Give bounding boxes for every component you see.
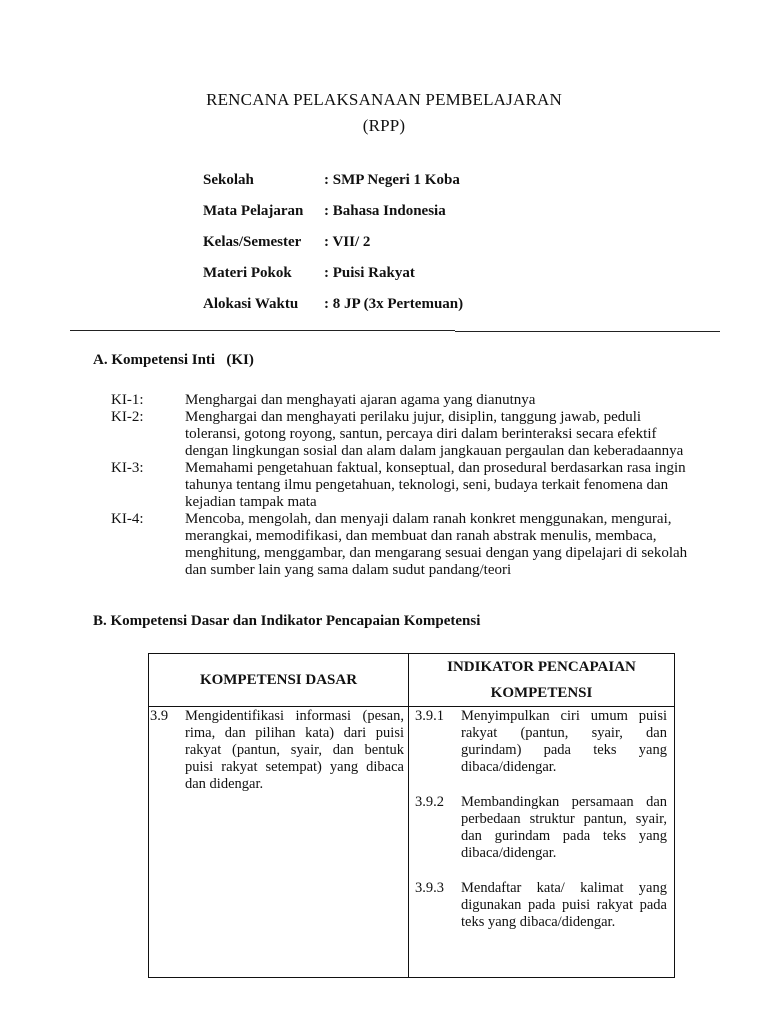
basic-competence-item: [149, 707, 408, 793]
section-b-heading: B. Kompetensi Dasar dan Indikator Pencapaian Kompetensi: [93, 613, 481, 629]
indicator-number: 3.9.3: [415, 880, 444, 896]
identity-block: [203, 172, 463, 327]
info-row-time: [203, 296, 463, 327]
basic-competence-cell: [149, 707, 409, 978]
document-subtitle: (RPP): [362, 116, 406, 135]
ki-text: Memahami pengetahuan faktual, konseptual, dan prosedural berdasarkan rasa ingin tahunya tentang ilmu pengetahuan, teknologi, seni, budaya terkait fenomena dan kejadian tampak mata: [185, 460, 686, 510]
info-label: Materi Pokok: [203, 265, 292, 281]
indicator-text: Mendaftar kata/ kalimat yang digunakan pada puisi rakyat pada teks yang dibaca/didengar.: [461, 880, 667, 930]
ki-label: KI-4:: [111, 511, 144, 527]
table-header-basic-competence: KOMPETENSI DASAR: [149, 654, 409, 707]
info-value: : SMP Negeri 1 Koba: [324, 172, 460, 188]
ki-label: KI-1:: [111, 392, 144, 408]
ki-text: Menghargai dan menghayati ajaran agama yang dianutnya: [185, 392, 536, 408]
info-row-subject: [203, 203, 463, 234]
indicator-number: 3.9.1: [415, 708, 444, 724]
indicator-item: [409, 707, 674, 776]
table-header-indicator: INDIKATOR PENCAPAIAN KOMPETENSI: [409, 654, 675, 707]
divider-line: [455, 331, 720, 332]
info-value: : 8 JP (3x Pertemuan): [324, 296, 464, 312]
ki-text: Mencoba, mengolah, dan menyaji dalam ranah konkret menggunakan, mengurai, merangkai, memodifikasi, dan membuat dan ranah abstrak menulis, membaca, menghitung, menggambar, dan mengarang sesuai dengan yang dipelajari di sekolah dan sumber lain yang sama dalam sudut pandang/teori: [185, 511, 688, 578]
info-label: Sekolah: [203, 172, 254, 188]
info-value: : Bahasa Indonesia: [324, 203, 446, 219]
indicator-number: 3.9.2: [415, 794, 444, 810]
indicator-item: [409, 793, 674, 862]
info-label: Kelas/Semester: [203, 234, 302, 250]
info-row-school: [203, 172, 463, 203]
info-value: : VII/ 2: [324, 234, 371, 250]
indicator-item: [409, 879, 674, 931]
info-row-class: [203, 234, 463, 265]
ki-item: [111, 409, 691, 460]
basic-competence-text: Mengidentifikasi informasi (pesan, rima, dan pilihan kata) dari puisi rakyat (pantun, syair, dan bentuk puisi rakyat setempat) yang dibaca dan didengar.: [185, 708, 404, 792]
competence-table: [148, 653, 675, 978]
ki-item: [111, 460, 691, 511]
ki-item: [111, 511, 691, 579]
info-label: Mata Pelajaran: [203, 203, 304, 219]
ki-text: Menghargai dan menghayati perilaku jujur, disiplin, tanggung jawab, peduli toleransi, gotong royong, santun, percaya diri dalam berinteraksi secara efektif dengan lingkungan sosial dan alam dalam jangkauan pergaulan dan keberadaannya: [185, 409, 684, 459]
document-title: RENCANA PELAKSANAAN PEMBELAJARAN: [206, 90, 562, 109]
ki-label: KI-3:: [111, 460, 144, 476]
section-a-heading: A. Kompetensi Inti (KI): [93, 352, 254, 368]
info-label: Alokasi Waktu: [203, 296, 299, 312]
basic-competence-number: 3.9: [150, 708, 169, 724]
ki-label: KI-2:: [111, 409, 144, 425]
table-row: [149, 707, 675, 978]
indicator-cell: [409, 707, 675, 978]
core-competence-list: [111, 392, 691, 579]
divider-line: [70, 330, 455, 331]
info-row-topic: [203, 265, 463, 296]
info-value: : Puisi Rakyat: [324, 265, 415, 281]
ki-item: [111, 392, 691, 409]
indicator-text: Membandingkan persamaan dan perbedaan struktur pantun, syair, dan gurindam pada teks yang dibaca/didengar.: [461, 794, 667, 861]
indicator-text: Menyimpulkan ciri umum puisi rakyat (pantun, syair, dan gurindam) pada teks yang dibaca/didengar.: [461, 708, 667, 775]
table-header-row: [149, 654, 675, 707]
